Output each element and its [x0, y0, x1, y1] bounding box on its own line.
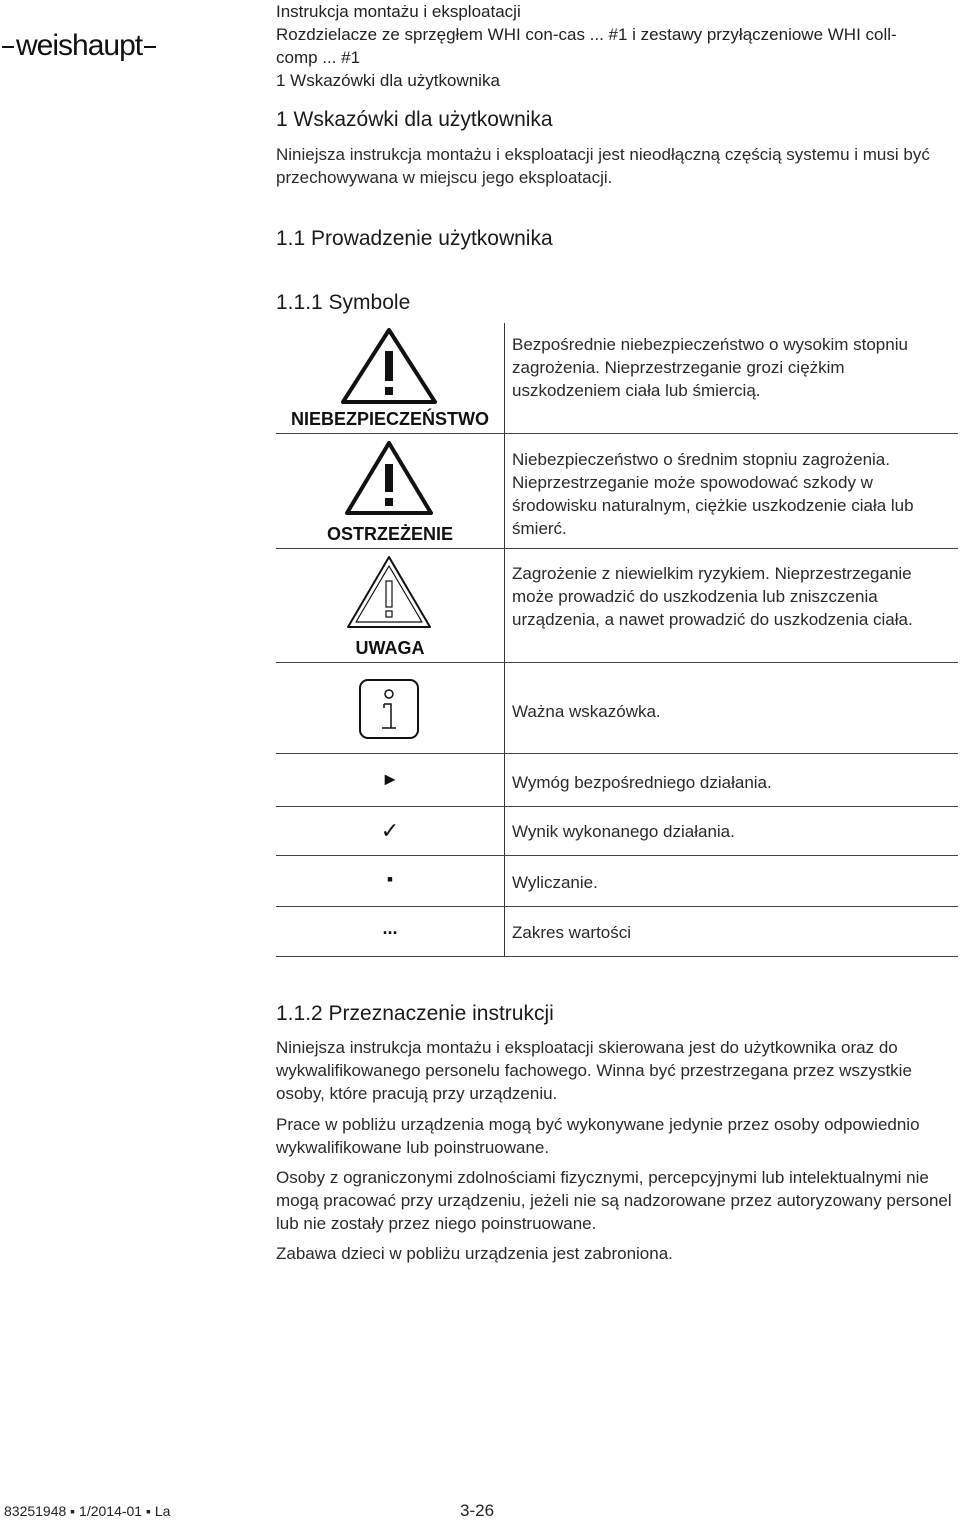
- row-separator: [276, 753, 958, 754]
- header-line-1: Instrukcja montażu i eksploatacji: [276, 2, 521, 21]
- checkmark-icon: ✓: [380, 818, 400, 843]
- bullet-square-icon: ▪: [386, 869, 394, 889]
- section-1-intro: Niniejsza instrukcja montażu i eksploatacji jest nieodłączną częścią systemu i musi być przechowywana w miejscu jego eksploatacji.: [276, 145, 930, 187]
- warning-triangle-icon: [344, 440, 434, 516]
- warning-description: Niebezpieczeństwo o średnim stopniu zagrożenia. Nieprzestrzeganie może spowodować szkody w środowisku naturalnym, ciężkie uszkodzenie ciała lub śmierć.: [512, 450, 914, 538]
- caution-label: UWAGA: [355, 638, 425, 658]
- row-separator: [276, 662, 958, 663]
- ellipsis-icon: ...: [382, 918, 398, 938]
- page-number: 3-26: [460, 1501, 495, 1520]
- range-description: Zakres wartości: [512, 923, 632, 942]
- document-code: 83251948 ▪ 1/2014-01 ▪ La: [4, 1503, 171, 1519]
- row-separator: [276, 548, 958, 549]
- row-separator: [276, 433, 958, 434]
- danger-triangle-icon: [340, 327, 438, 405]
- action-description: Wymóg bezpośredniego działania.: [512, 773, 772, 792]
- header-line-3: comp ... #1: [276, 48, 361, 67]
- row-separator: [276, 956, 958, 957]
- row-separator: [276, 806, 958, 807]
- warning-label: OSTRZEŻENIE: [326, 524, 453, 544]
- section-1-1-1-title: 1.1.1 Symbole: [276, 291, 411, 314]
- action-arrow-icon: ►: [381, 769, 399, 789]
- info-icon: [358, 678, 420, 740]
- document-header: [276, 0, 956, 92]
- section-1-1-2-paragraph-4: Zabawa dzieci w pobliżu urządzenia jest zabroniona.: [276, 1244, 673, 1263]
- result-description: Wynik wykonanego działania.: [512, 822, 735, 841]
- section-1-title: 1 Wskazówki dla użytkownika: [276, 108, 553, 131]
- list-description: Wyliczanie.: [512, 873, 598, 892]
- row-separator: [276, 906, 958, 907]
- table-divider: [504, 323, 505, 956]
- info-description: Ważna wskazówka.: [512, 702, 661, 721]
- weishaupt-logo: weishaupt: [0, 26, 160, 66]
- caution-triangle-icon: [345, 554, 433, 630]
- section-1-1-2-paragraph-3: Osoby z ograniczonymi zdolnościami fizycznymi, percepcyjnymi lub intelektualnymi nie mogą pracować przy urządzeniu, jeżeli nie są nadzorowane przez autoryzowany personel lub nie zostały przez niego poinstruowane.: [276, 1168, 952, 1233]
- danger-label: NIEBEZPIECZEŃSTWO: [290, 409, 489, 429]
- section-1-1-title: 1.1 Prowadzenie użytkownika: [276, 227, 553, 250]
- section-1-1-2-paragraph-1: Niniejsza instrukcja montażu i eksploatacji skierowana jest do użytkownika oraz do wykwalifikowanego personelu fachowego. Winna być przestrzegana przez wszystkie osoby, które pracują przy urządzeniu.: [276, 1038, 912, 1103]
- section-1-1-2-paragraph-2: Prace w pobliżu urządzenia mogą być wykonywane jedynie przez osoby odpowiednio wykwalifikowane lub poinstruowane.: [276, 1115, 920, 1157]
- danger-description: Bezpośrednie niebezpieczeństwo o wysokim stopniu zagrożenia. Nieprzestrzeganie grozi ciężkim uszkodzeniem ciała lub śmiercią.: [512, 335, 908, 400]
- caution-description: Zagrożenie z niewielkim ryzykiem. Nieprzestrzeganie może prowadzić do uszkodzenia lub zniszczenia urządzenia, a nawet prowadzić do uszkodzenia ciała.: [512, 564, 913, 629]
- section-1-1-2-title: 1.1.2 Przeznaczenie instrukcji: [276, 1002, 554, 1025]
- header-line-2: Rozdzielacze ze sprzęgłem WHI con-cas ... #1 i zestawy przyłączeniowe WHI coll-: [276, 25, 897, 44]
- running-head: 1 Wskazówki dla użytkownika: [276, 71, 500, 90]
- row-separator: [276, 855, 958, 856]
